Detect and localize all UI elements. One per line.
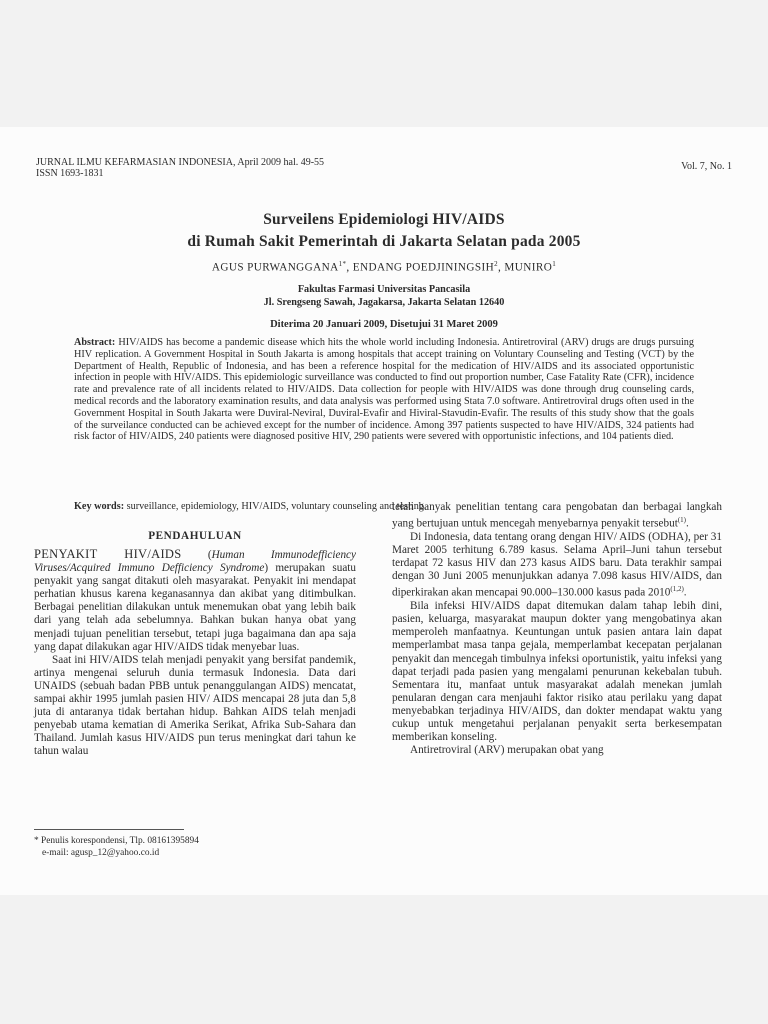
- intro-paragraph-1: [34, 548, 356, 654]
- period: .: [683, 587, 687, 600]
- intro-paragraph-2: Saat ini HIV/AIDS telah menjadi penyakit yang bersifat pandemik, artinya mengenai seluruh dunia termasuk Indonesia. Data dari UNAIDS (sebuah badan PBB untuk penanggulangan AIDS) mencatat, sampai akhir 1995 jumlah pasien HIV/ AIDS mencapai 28 juta dan 5,8 juta di antaranya tidak bertahan hidup. Bahkan AIDS telah menjadi penyebab utama kematian di Amerika Serikat, Afrika Sub-Sahara dan Thailand. Jumlah kasus HIV/AIDS pun terus meningkat dari tahun ke tahun walau: [34, 653, 356, 758]
- footnote-email: e-mail: agusp_12@yahoo.co.id: [42, 847, 160, 858]
- abstract: [74, 337, 694, 443]
- right-paragraph-3: Bila infeksi HIV/AIDS dapat ditemukan dalam tahap lebih dini, pasien, keluarga, masyarakat maupun dokter yang mengobatinya akan memperoleh manfaatnya. Keuntungan untuk pasien antara lain dapat memperlambat masa tanpa gejala, memperlambat kecepatan perjalanan penyakit dan mencegah timbulnya infeksi oportunistik, yaitu infeksi yang dapat terjadi pada pasien yang mengalami penurunan kekebalan tubuh. Sementara itu, manfaat untuk masyarakat adalah menekan jumlah penularan dengan cara menjauhi faktor risiko atau perilaku yang dapat menyebabkan terjadinya HIV/AIDS, dan dokter mendapat waktu yang cukup untuk mengetahui perjalanan penyakit serta berkesempatan memberikan konseling.: [392, 600, 722, 744]
- paper-title-line-2: di Rumah Sakit Pemerintah di Jakarta Selatan pada 2005: [187, 233, 581, 250]
- keywords-text: surveillance, epidemiology, HIV/AIDS, voluntary counseling and testing.: [124, 501, 427, 512]
- footnote-correspondence: * Penulis korespondensi, Tlp. 08161395894: [34, 836, 199, 846]
- affiliation: [0, 283, 768, 309]
- received-accepted-dates: Diterima 20 Januari 2009, Disetujui 31 Maret 2009: [270, 319, 498, 330]
- section-heading: PENDAHULUAN: [148, 530, 242, 542]
- journal-header: [36, 157, 324, 179]
- right-paragraph-1-text: telah banyak penelitian tentang cara pengobatan dan berbagai langkah yang bertujuan untuk mencegah menyebarnya penyakit tersebut: [392, 501, 722, 530]
- right-column: [392, 501, 722, 757]
- intro-paragraph-1-text: ) merupakan suatu penyakit yang sangat ditakuti oleh masyarakat. Penyakit ini mendapat perhatian khusus karena keganasannya dan akibat yang ditimbulkan. Berbagai penelitian dilakukan untuk menemukan obat yang lebih baik dari yang telah ada sebelumnya. Bahkan bukan hanya obat yang menjadi tujuan penelitian tersebut, tetapi juga bagaimana dan apa saja yang dapat dilakukan agar HIV/AIDS tidak menyebar luas.: [34, 562, 356, 653]
- paper-title-line-1: Surveilens Epidemiologi HIV/AIDS: [263, 211, 505, 228]
- paren-open: (: [181, 549, 212, 561]
- author-2-affil: 2: [494, 260, 499, 268]
- journal-citation: JURNAL ILMU KEFARMASIAN INDONESIA, April 2009 hal. 49-55: [36, 157, 325, 168]
- journal-volume: Vol. 7, No. 1: [681, 161, 732, 172]
- keywords-label: Key words:: [74, 501, 125, 512]
- journal-issn: ISSN 1693-1831: [36, 168, 104, 179]
- author-3: , MUNIRO: [498, 261, 553, 274]
- term-italic: Human Immunodefficiency Viruses/Acquired Immuno Defficiency Syndrome: [34, 549, 356, 575]
- abstract-text: HIV/AIDS has become a pandemic disease which hits the whole world including Indonesia. Antiretroviral (ARV) drugs are drugs pursuing HIV replication. A Government Hospital in South Jakarta is among hospitals that accept training on Voluntary Counseling and Testing (VCT) by the Department of Health, Republic of Indonesia, and has been a reference hospital for the medication of HIV/AIDS and its associated opportunistic infection in people with HIV/AIDS. This epidemiologic surveillance was conducted to find out proportion number, Case Fatality Rate (CFR), incidence rate and prevalence rate of all incidents related to HIV/AIDS. Data collection for people with HIV/AIDS was done through drug counseling cards, medical records and the laboratory examination results, and data analysis was performed using Stata 7.0 software. Antiretroviral drugs often used in the Government Hospital in South Jakarta were Duviral-Neviral, Duviral-Evafir and Hiviral-Stavudin-Evafir. The results of this study show that the goals of the surveilance conducted can be achieved except for the number of incidence. Among 397 patients suspected to have HIV/AIDS, 324 patients had risk factor of HIV/AIDS, 240 patients were diagnosed positive HIV, 290 patients were severed with opportunistic infections, and 104 patients died.: [74, 337, 694, 443]
- citation-2: (1,2): [670, 585, 684, 594]
- footnote-rule: [34, 829, 184, 830]
- author-1-affil: 1*: [338, 260, 347, 268]
- abstract-label: Abstract:: [74, 337, 116, 348]
- author-list: [0, 260, 768, 274]
- right-paragraph-2: [392, 531, 722, 600]
- period: .: [685, 517, 689, 530]
- author-3-affil: 1: [552, 260, 557, 268]
- author-2: , ENDANG POEDJININGSIH: [346, 261, 495, 274]
- lead-in: PENYAKIT HIV/AIDS: [34, 547, 182, 561]
- author-1: AGUS PURWANGGANA: [211, 261, 339, 274]
- left-column: [34, 548, 356, 759]
- right-paragraph-1: [392, 501, 722, 531]
- affiliation-institution: Fakultas Farmasi Universitas Pancasila: [297, 284, 471, 295]
- right-paragraph-2-text: Di Indonesia, data tentang orang dengan HIV/ AIDS (ODHA), per 31 Maret 2005 terhitung 6.789 kasus. Selama April–Juni tahun tersebut terdapat 72 kasus HIV dan 273 kasus AIDS baru. Data terakhir sampai dengan 30 Juni 2005 menunjukkan adanya 7.098 kasus HIV/AIDS, dan diperkirakan akan mencapai 90.000–130.000 kasus pada 2010: [392, 530, 722, 600]
- right-paragraph-4: Antiretroviral (ARV) merupakan obat yang: [410, 744, 604, 757]
- citation-1: (1): [677, 516, 686, 525]
- affiliation-address: Jl. Srengseng Sawah, Jagakarsa, Jakarta Selatan 12640: [263, 297, 505, 308]
- scanned-page: [0, 127, 768, 895]
- footnote: [34, 836, 199, 859]
